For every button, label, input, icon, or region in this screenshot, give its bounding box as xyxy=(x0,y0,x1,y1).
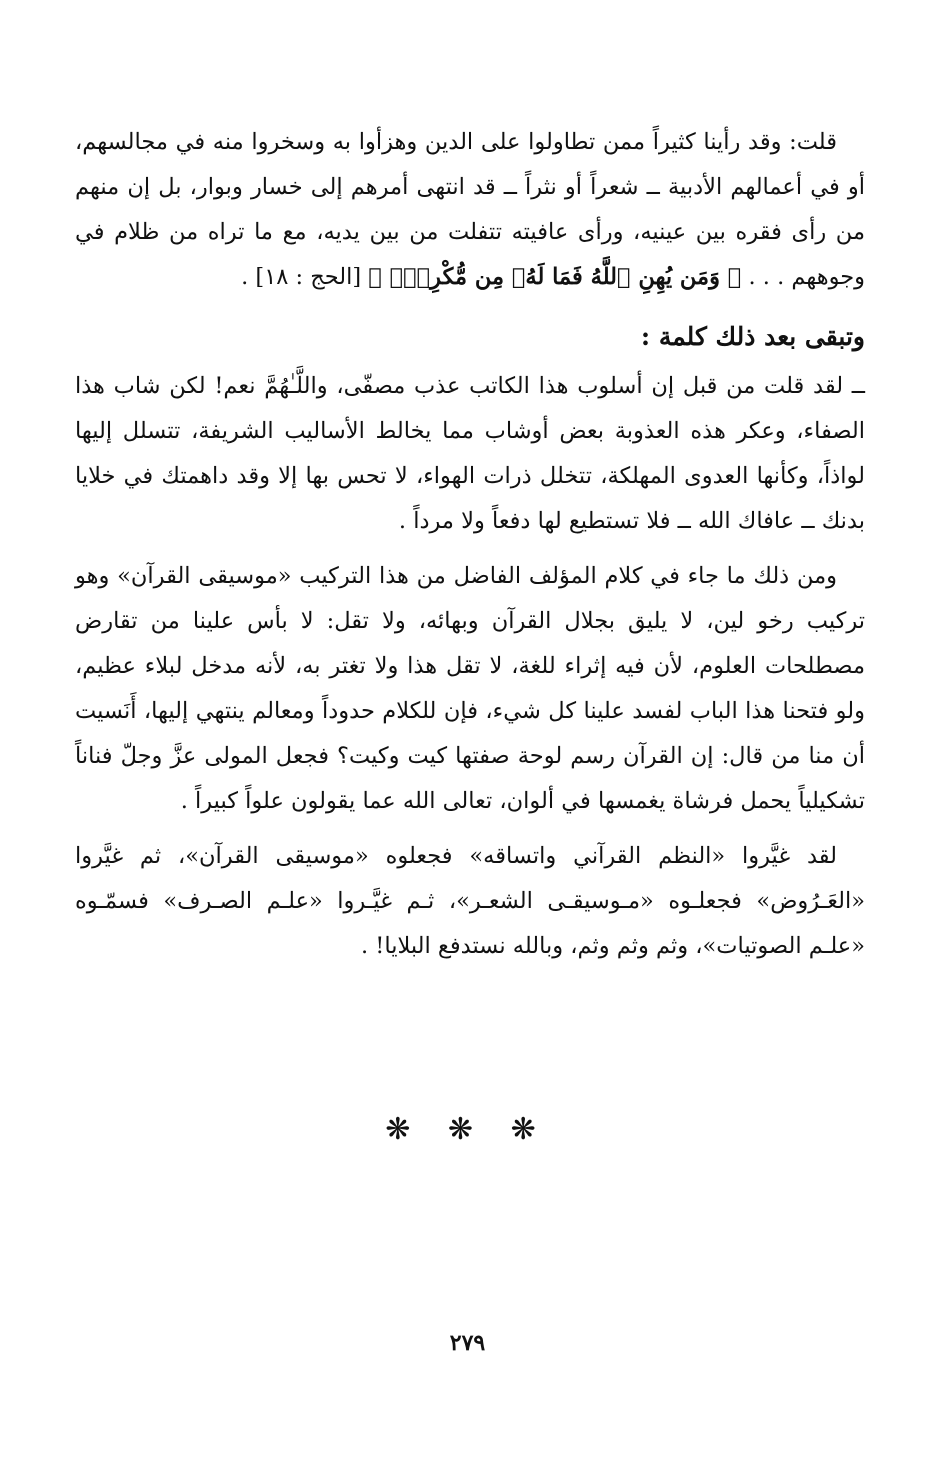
paragraph-4: لقد غيَّروا «النظم القرآني واتساقه» فجعلوه «موسيقى القرآن»، ثم غيَّروا «العَـرُوض» فجعلـوه «مـوسيقـى الشعـر»، ثـم غيَّـروا «علـم الصـرف» فسمّـوه «علـم الصوتيات»، وثم وثم وثم، وبالله نستدفع البلايا! . xyxy=(75,843,865,959)
paragraph-1-text: قلت: وقد رأينا كثيراً ممن تطاولوا على الدين وهزأوا به وسخروا منه في مجالسهم، أو في أعمالهم الأدبية ــ شعراً أو نثراً ــ قد انتهى أمرهم إلى خسار وبوار، بل إن منهم من رأى فقره بين عينيه، ورأى عافيته تتفلت من بين يديه، مع ما تراه من ظلام في وجوههم . . . xyxy=(75,129,865,290)
quran-verse: ﴿ وَمَن يُهِنِ ٱللَّهُ فَمَا لَهُۥ مِن مُّكْرِمٍۚ ﴾ xyxy=(368,264,742,290)
verse-citation: [الحج : ١٨] . xyxy=(241,264,369,290)
paragraph-1 xyxy=(75,120,865,300)
section-heading: وتبقى بعد ذلك كلمة : xyxy=(640,322,865,351)
section-break-stars: ❋ ❋ ❋ xyxy=(385,1112,550,1147)
page-number: ٢٧٩ xyxy=(449,1330,486,1356)
paragraph-3: ومن ذلك ما جاء في كلام المؤلف الفاضل من هذا التركيب «موسيقى القرآن» وهو تركيب رخو لين، لا يليق بجلال القرآن وبهائه، ولا تقل: لا بأس علينا من تقارض مصطلحات العلوم، لأن فيه إثراء للغة، لا تقل هذا ولا تغتر به، لأنه مدخل لبلاء عظيم، ولو فتحنا هذا الباب لفسد علينا كل شيء، فإن للكلام حدوداً ومعالم ينتهي إليها، أَنَسيت أن منا من قال: إن القرآن رسم لوحة صفتها كيت وكيت؟ فجعل المولى عزَّ وجلّ فناناً تشكيلياً يحمل فرشاة يغمسها في ألوان، تعالى الله عما يقولون علواً كبيراً . xyxy=(75,563,865,814)
page-body xyxy=(75,120,865,969)
paragraph-2: ــ لقد قلت من قبل إن أسلوب هذا الكاتب عذب مصفّى، واللَّـٰهُمَّ نعم! لكن شاب هذا الصفاء، وعكر هذه العذوبة بعض أوشاب مما يخالط الأساليب الشريفة، تتسلل إليها لواذاً، وكأنها العدوى المهلكة، تتخلل ذرات الهواء، لا تحس بها إلا وقد داهمتك في خلايا بدنك ــ عافاك الله ــ فلا تستطيع لها دفعاً ولا مرداً . xyxy=(75,373,865,534)
